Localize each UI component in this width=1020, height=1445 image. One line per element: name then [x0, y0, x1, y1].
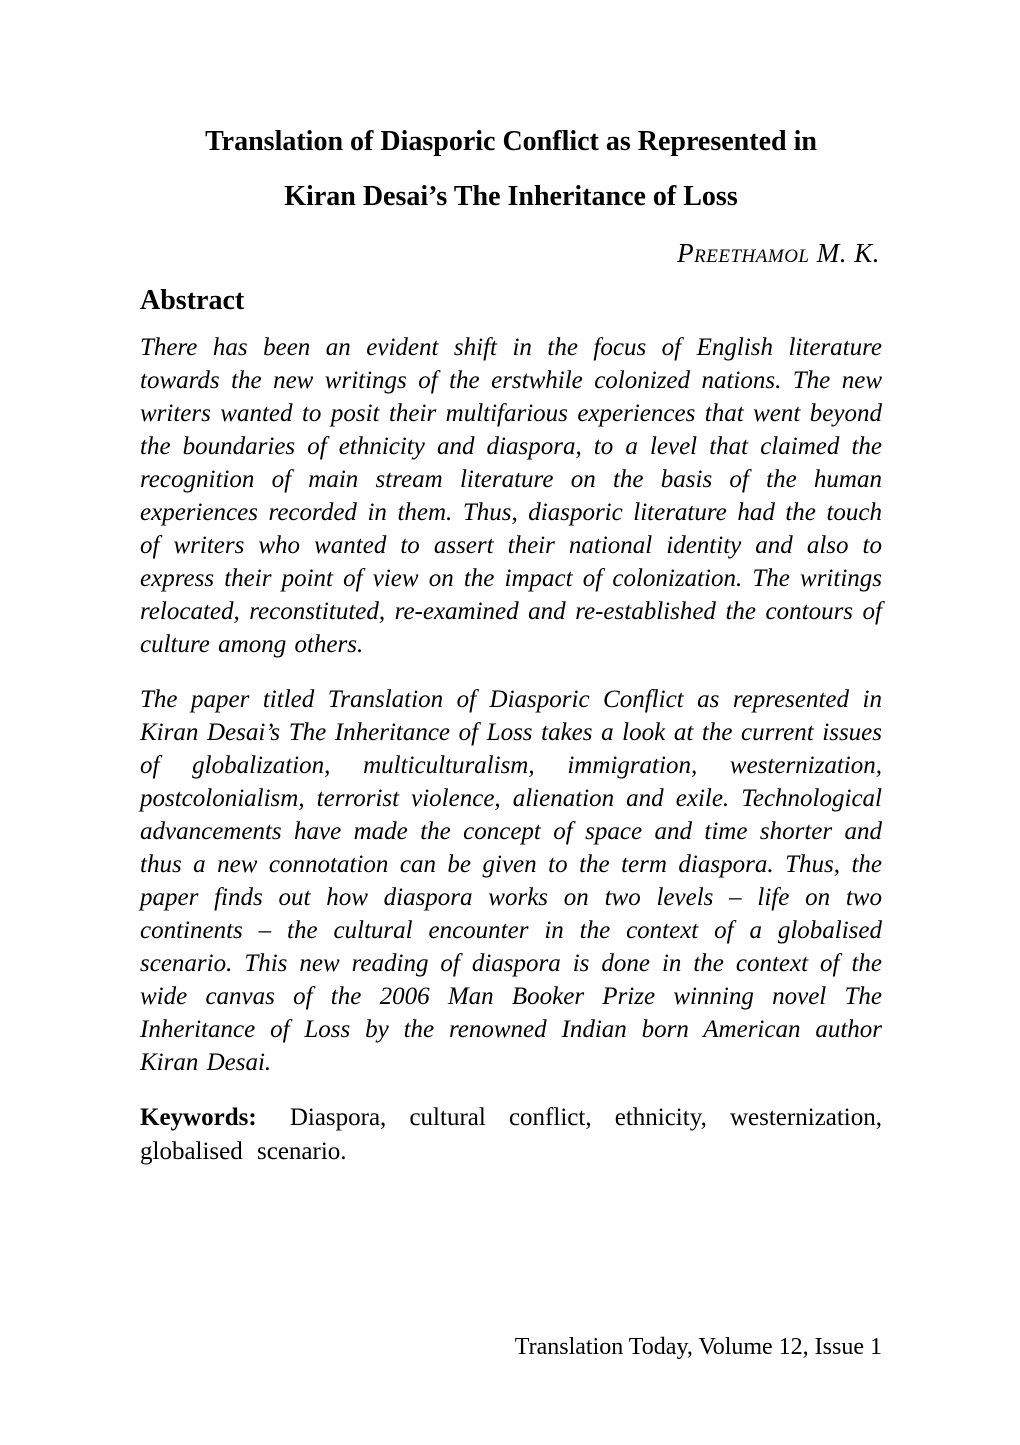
- paper-title: [140, 128, 882, 211]
- abstract-paragraph-1: There has been an evident shift in the focus of English literature towards the new writings of the erstwhile colonized nations. The new writers wanted to posit their multifarious experiences that went beyond the boundaries of ethnicity and diaspora, to a level that claimed the recognition of main stream literature on the basis of the human experiences recorded in them. Thus, diasporic literature had the touch of writers who wanted to assert their national identity and also to express their point of view on the impact of colonization. The writings relocated, reconstituted, re-examined and re-established the contours of culture among others.: [140, 334, 882, 658]
- keywords-line: [140, 1101, 882, 1169]
- paper-title-line-1: Translation of Diasporic Conflict as Represented in: [205, 126, 817, 157]
- abstract-paragraph-2: The paper titled Translation of Diasporic Conflict as represented in Kiran Desai’s The Inheritance of Loss takes a look at the current issues of globalization, multiculturalism, immigration, westernization, postcolonialism, terrorist violence, alienation and exile. Technological advancements have made the concept of space and time shorter and thus a new connotation can be given to the term diaspora. Thus, the paper finds out how diaspora works on two levels – life on two continents – the cultural encounter in the context of a globalised scenario. This new reading of diaspora is done in the context of the wide canvas of the 2006 Man Booker Prize winning novel The Inheritance of Loss by the renowned Indian born American author Kiran Desai.: [140, 686, 882, 1076]
- keywords-text: Diaspora, cultural conflict, ethnicity, westernization, globalised scenario.: [140, 1104, 882, 1165]
- keywords-label: Keywords:: [140, 1104, 257, 1131]
- abstract-heading: Abstract: [140, 285, 245, 316]
- author-name: Preethamol M. K.: [677, 238, 880, 268]
- journal-footer: Translation Today, Volume 12, Issue 1: [514, 1334, 882, 1360]
- paper-title-line-2: Kiran Desai’s The Inheritance of Loss: [284, 181, 738, 212]
